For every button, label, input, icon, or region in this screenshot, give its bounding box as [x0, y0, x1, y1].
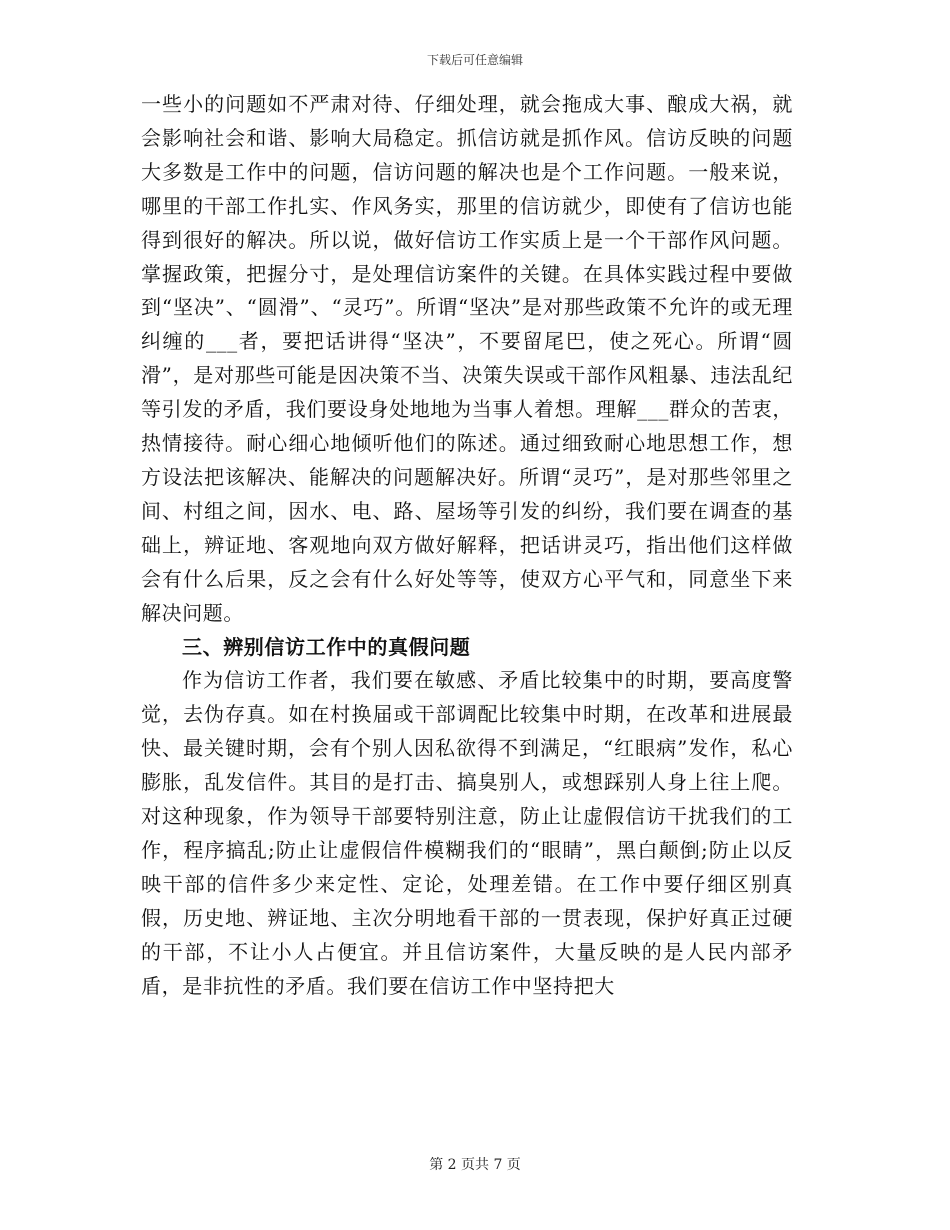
page-header: 下载后可任意编辑 — [426, 53, 523, 67]
page-number: 第 2 页共 7 页 — [429, 1157, 521, 1173]
section-heading: 三、辨别信访工作中的真假问题 — [182, 634, 471, 659]
body-paragraph: 一些小的问题如不严肃对待、仔细处理，就会拖成大事、酿成大祸，就会影响社会和谐、影响大局稳定。抓信访就是抓作风。信访反映的问题大多数是工作中的问题，信访问题的解决也是个工作问题。一般来说，哪里的干部工作扎实、作风务实，那里的信访就少，即使有了信访也能得到很好的解决。所以说，做好信访工作实质上是一个干部作风问题。掌握政策，把握分寸，是处理信访案件的关键。在具体实践过程中要做到“坚决”、“圆滑”、“灵巧”。所谓“坚决”是对那些政策不允许的或无理纠缠的___者，要把话讲得“坚决”，不要留尾巴，使之死心。所谓“圆滑”，是对那些可能是因决策不当、决策失误或干部作风粗暴、违法乱纪等引发的矛盾，我们要设身处地地为当事人着想。理解___群众的苦衷，热情接待。耐心细心地倾听他们的陈述。通过细致耐心地思想工作，想方设法把该解决、能解决的问题解决好。所谓“灵巧”，是对那些邻里之间、村组之间，因水、电、路、屋场等引发的纠纷，我们要在调查的基础上，辨证地、客观地向双方做好解释，把话讲灵巧，指出他们这样做会有什么后果，反之会有什么好处等等，使双方心平气和，同意坐下来解决问题。 — [141, 92, 793, 625]
document-body — [141, 88, 793, 1003]
body-paragraph: 作为信访工作者，我们要在敏感、矛盾比较集中的时期，要高度警觉，去伪存真。如在村换届或干部调配比较集中时期，在改革和进展最快、最关键时期，会有个别人因私欲得不到满足，“红眼病”发作，私心膨胀，乱发信件。其目的是打击、搞臭别人，或想踩别人身上往上爬。对这种现象，作为领导干部要特别注意，防止让虚假信访干扰我们的工作，程序搞乱;防止让虚假信件模糊我们的“眼睛”，黑白颠倒;防止以反映干部的信件多少来定性、定论，处理差错。在工作中要仔细区别真假，历史地、辨证地、主次分明地看干部的一贯表现，保护好真正过硬的干部，不让小人占便宜。并且信访案件，大量反映的是人民内部矛盾，是非抗性的矛盾。我们要在信访工作中坚持把大 — [141, 668, 793, 998]
